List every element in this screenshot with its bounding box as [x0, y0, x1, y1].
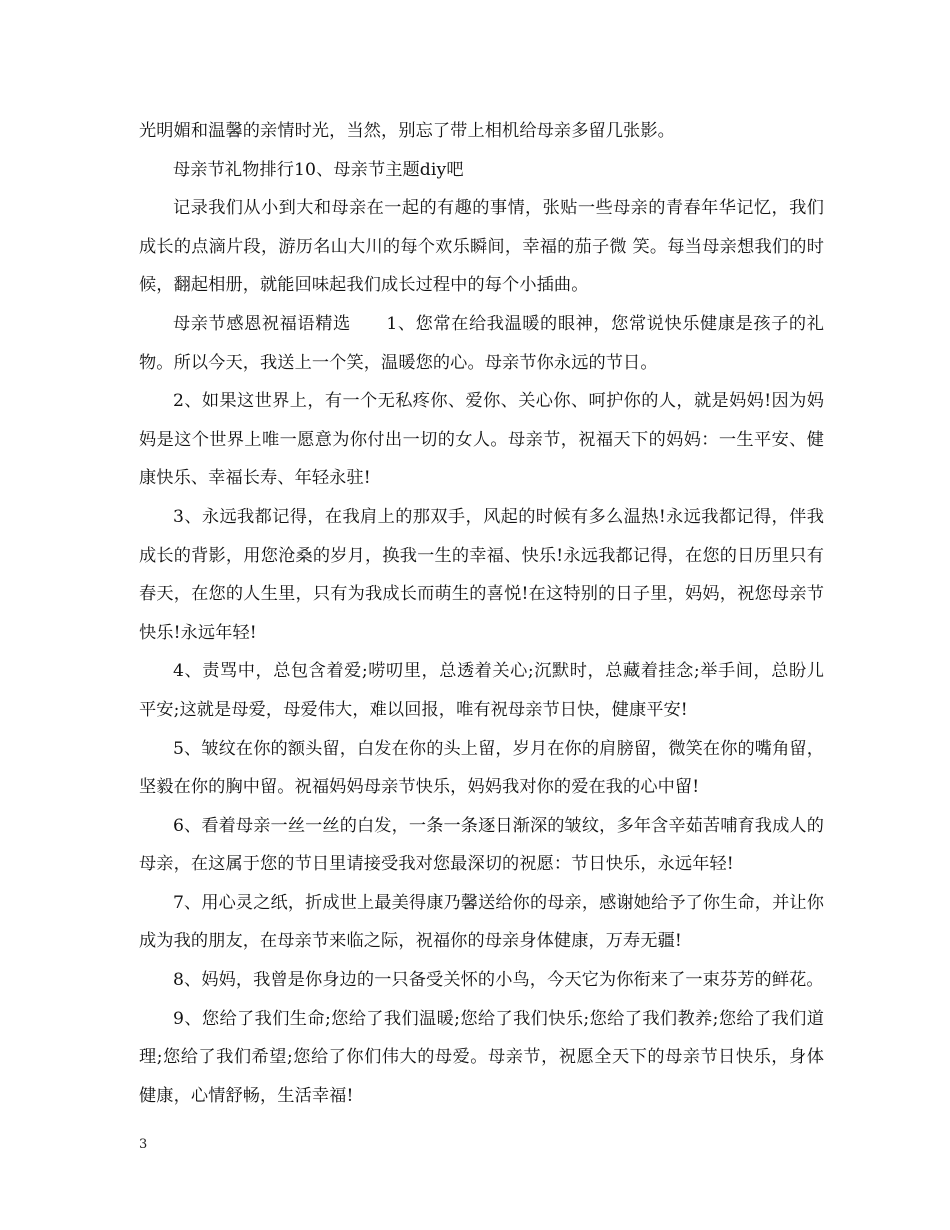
- paragraph: 8、妈妈，我曾是你身边的一只备受关怀的小鸟，今天它为你衔来了一束芬芳的鲜花。: [173, 970, 824, 991]
- paragraph: 母亲节感恩祝福语精选 1、您常在给我温暖的眼神，您常说快乐健康是孩子的礼物。所以今天，我送上一个笑，温暖您的心。母亲节你永远的节日。: [139, 313, 824, 373]
- paragraph-heading: 母亲节礼物排行10、母亲节主题diy吧: [173, 159, 464, 180]
- paragraph: 5、皱纹在你的额头留，白发在你的头上留，岁月在你的肩膀留，微笑在你的嘴角留，坚毅在你的胸中留。祝福妈妈母亲节快乐，妈妈我对你的爱在我的心中留!: [139, 738, 824, 798]
- paragraph: 光明媚和温馨的亲情时光，当然，别忘了带上相机给母亲多留几张影。: [139, 121, 675, 141]
- page-number: 3: [139, 1137, 148, 1152]
- paragraph: 6、看着母亲一丝一丝的白发，一条一条逐日渐深的皱纹，多年含辛茹苦哺育我成人的母亲，在这属于您的节日里请接受我对您最深切的祝愿：节日快乐，永远年轻!: [139, 815, 824, 875]
- paragraph: 2、如果这世界上，有一个无私疼你、爱你、关心你、呵护你的人，就是妈妈!因为妈妈是这个世界上唯一愿意为你付出一切的女人。母亲节，祝福天下的妈妈：一生平安、健康快乐、幸福长寿、年轻永驻!: [139, 391, 824, 489]
- document-body: [139, 112, 824, 1115]
- paragraph: 3、永远我都记得，在我肩上的那双手，风起的时候有多么温热!永远我都记得，伴我成长的背影，用您沧桑的岁月，换我一生的幸福、快乐!永远我都记得，在您的日历里只有春天，在您的人生里，只有为我成长而萌生的喜悦!在这特别的日子里，妈妈，祝您母亲节快乐!永远年轻!: [139, 506, 824, 643]
- paragraph: 4、责骂中，总包含着爱;唠叨里，总透着关心;沉默时，总藏着挂念;举手间，总盼儿平安;这就是母爱，母爱伟大，难以回报，唯有祝母亲节日快，健康平安!: [139, 661, 824, 720]
- paragraph: 记录我们从小到大和母亲在一起的有趣的事情，张贴一些母亲的青春年华记忆，我们成长的点滴片段，游历名山大川的每个欢乐瞬间，幸福的茄子微 笑。每当母亲想我们的时候，翻起相册，就能回味起我们成长过程中的每个小插曲。: [139, 198, 824, 296]
- paragraph: 7、用心灵之纸，折成世上最美得康乃馨送给你的母亲，感谢她给予了你生命，并让你成为我的朋友，在母亲节来临之际，祝福你的母亲身体健康，万寿无疆!: [139, 892, 824, 952]
- paragraph: 9、您给了我们生命;您给了我们温暖;您给了我们快乐;您给了我们教养;您给了我们道理;您给了我们希望;您给了你们伟大的母爱。母亲节，祝愿全天下的母亲节日快乐，身体健康，心情舒畅，生活幸福!: [139, 1008, 824, 1106]
